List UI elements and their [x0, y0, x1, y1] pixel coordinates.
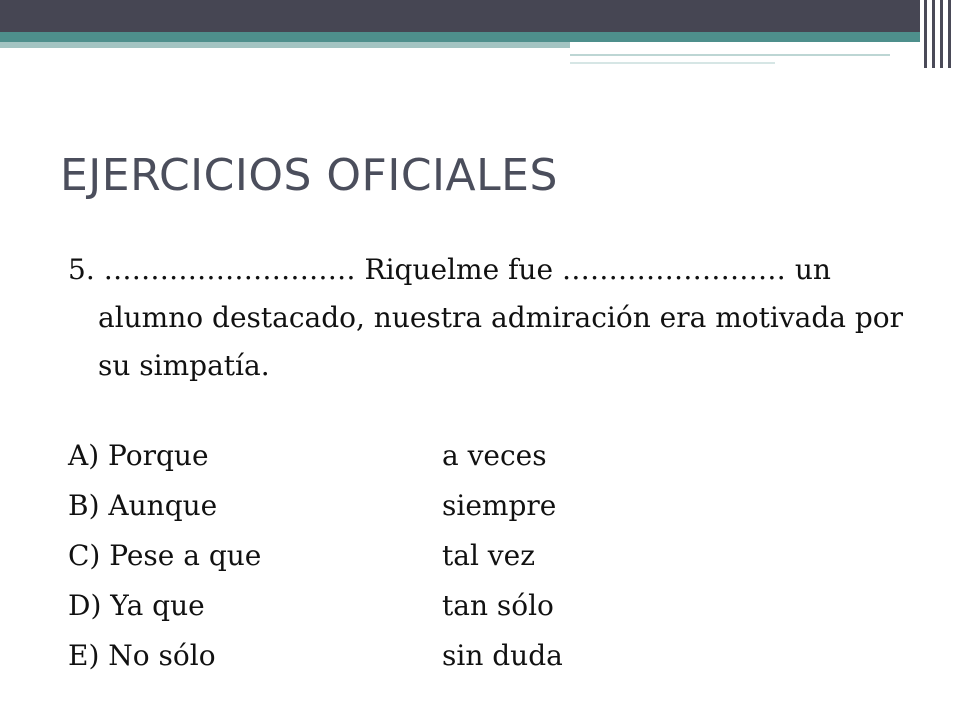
- slide-decor-line-2: [570, 62, 775, 64]
- slide-header-gap: [570, 42, 960, 52]
- option-c-second: tal vez: [442, 538, 535, 572]
- slide-decor-line: [570, 54, 890, 56]
- slide-title: EJERCICIOS OFICIALES: [60, 150, 558, 201]
- option-d-second: tan sólo: [442, 588, 554, 622]
- option-row-a: [68, 430, 563, 480]
- slide-header-teal-band: [0, 32, 920, 42]
- slide-header-bar: [0, 0, 960, 32]
- option-d-first: D) Ya que: [68, 588, 205, 622]
- question-text: 5. ……………………… Riquelme fue …………………… un alumno destacado, nuestra admiración era motivada por su simpatía.: [68, 253, 904, 382]
- option-e-first: E) No sólo: [68, 638, 216, 672]
- option-c-first: C) Pese a que: [68, 538, 262, 572]
- option-row-c: [68, 530, 563, 580]
- option-row-e: [68, 630, 563, 680]
- answer-options: [68, 430, 563, 680]
- option-a-first: A) Porque: [68, 438, 209, 472]
- option-row-d: [68, 580, 563, 630]
- option-a-second: a veces: [442, 438, 547, 472]
- option-row-b: [68, 480, 563, 530]
- option-e-second: sin duda: [442, 638, 563, 672]
- option-b-first: B) Aunque: [68, 488, 218, 522]
- slide-corner-bars: [920, 0, 960, 68]
- option-b-second: siempre: [442, 488, 557, 522]
